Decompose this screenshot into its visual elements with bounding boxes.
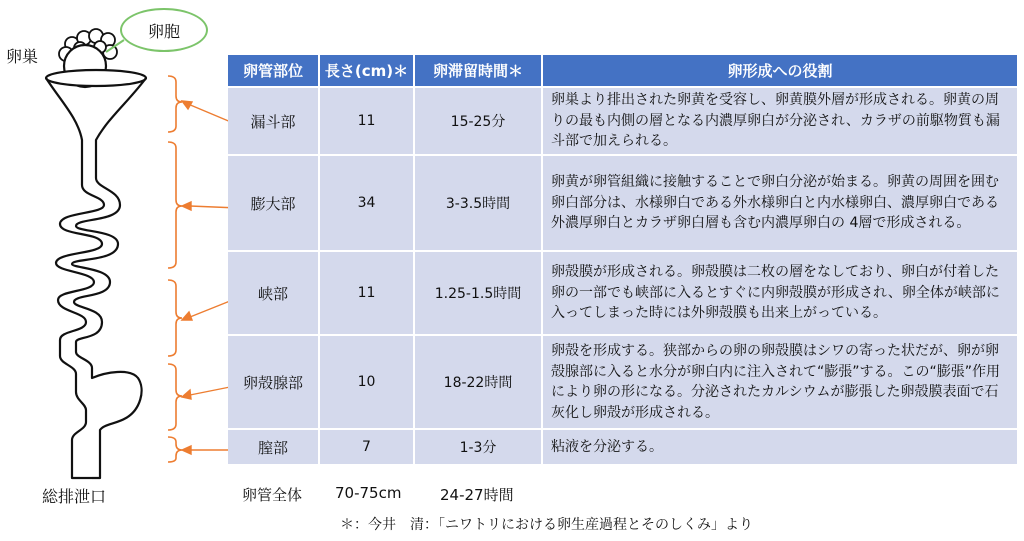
cell-time: 1.25-1.5時間 — [414, 251, 542, 335]
cell-role: 卵黄が卵管組織に接触することで卵白分泌が始まる。卵黄の周囲を囲む卵白部分は、水様卵白である外水様卵白と内水様卵白、濃厚卵白である外濃厚卵白とカラザ卵白層も含む内濃厚卵白の 4層で形成される。 — [542, 155, 1018, 251]
cell-part: 卵殻腺部 — [228, 335, 319, 429]
bracket-vagina — [168, 437, 182, 462]
cell-time: 1-3分 — [414, 429, 542, 465]
cell-length: 11 — [319, 87, 414, 155]
follicle-callout: 卵胞 — [120, 8, 208, 52]
total-length: 70-75cm — [335, 484, 402, 502]
cell-part: 膨大部 — [228, 155, 319, 251]
cell-role: 卵殻を形成する。狭部からの卵の卵殻膜はシワの寄った状だが、卵が卵殻腺部に入ると水分が卵白内に注入されて“膨張”する。この“膨張”作用により卵の形になる。分泌されたカルシウムが膨張した卵殻膜表面で石灰化し卵殻が形成される。 — [542, 335, 1018, 429]
bracket-magnum — [168, 142, 182, 268]
footnote: ＊：今井 清：「ニワトリにおける卵生産過程とそのしくみ」より — [340, 517, 753, 533]
table-row — [228, 335, 1018, 429]
cell-length: 11 — [319, 251, 414, 335]
cell-length: 34 — [319, 155, 414, 251]
header-time: 卵滞留時間＊ — [414, 55, 542, 87]
cell-length: 7 — [319, 429, 414, 465]
cell-role: 卵巣より排出された卵黄を受容し、卵黄膜外層が形成される。卵黄の周りの最も内側の層となる内濃厚卵白が分泌され、カラザの前駆物質も漏斗部で加えられる。 — [542, 87, 1018, 155]
oviduct-tube — [46, 70, 146, 478]
bracket-infundibulum — [168, 76, 182, 132]
table-header-row — [228, 55, 1018, 87]
header-role: 卵形成への役割 — [542, 55, 1018, 87]
cloaca-label: 総排泄口 — [42, 487, 107, 506]
cell-part: 漏斗部 — [228, 87, 319, 155]
section-brackets — [168, 76, 182, 462]
cell-role: 粘液を分泌する。 — [542, 429, 1018, 465]
cell-length: 10 — [319, 335, 414, 429]
total-label: 卵管全体 — [242, 486, 303, 504]
cell-time: 18-22時間 — [414, 335, 542, 429]
total-time: 24-27時間 — [440, 486, 514, 504]
oviduct-table — [228, 55, 1019, 466]
cell-role: 卵殻膜が形成される。卵殻膜は二枚の層をなしており、卵白が付着した卵の一部でも峡部に入るとすぐに内卵殻膜が形成され、卵全体が峡部に入ってしまった時には外卵殻膜も出来上がっている。 — [542, 251, 1018, 335]
cell-time: 15-25分 — [414, 87, 542, 155]
table-row — [228, 429, 1018, 465]
table-row — [228, 155, 1018, 251]
bracket-isthmus — [168, 280, 182, 356]
header-part: 卵管部位 — [228, 55, 319, 87]
ovary-label: 卵巣 — [6, 47, 39, 66]
cell-part: 峡部 — [228, 251, 319, 335]
table-row — [228, 251, 1018, 335]
table-row — [228, 87, 1018, 155]
bracket-shell-gland — [168, 364, 182, 430]
header-length: 長さ(cm)＊ — [319, 55, 414, 87]
cell-part: 膣部 — [228, 429, 319, 465]
cell-time: 3-3.5時間 — [414, 155, 542, 251]
